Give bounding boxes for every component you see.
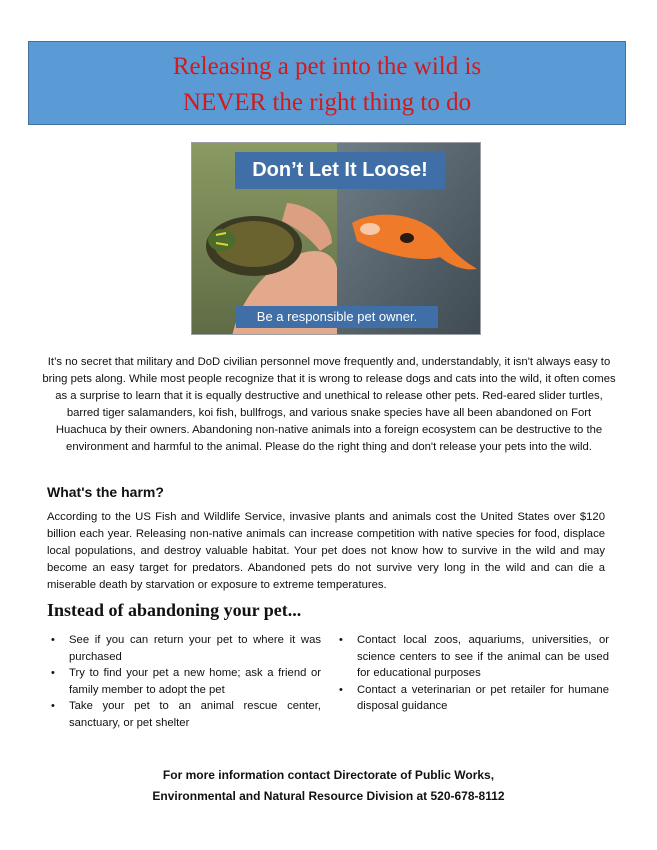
bullet-icon: • (51, 700, 55, 713)
bullet-icon: • (51, 634, 55, 646)
poster-title: Don’t Let It Loose! (235, 152, 445, 189)
bullet-icon: • (339, 683, 343, 696)
instead-list-right (335, 632, 609, 715)
banner-line-1: Releasing a pet into the wild is (172, 53, 482, 80)
instead-list-left (47, 632, 321, 732)
banner-line-2: NEVER the right thing to do (182, 89, 472, 116)
bullet-icon: • (339, 634, 343, 646)
harm-paragraph: According to the US Fish and Wildlife Service, invasive plants and animals cost the United States over $120 billion each year. Releasing non-native animals can increase competition with native species for food, displace local populations, and destroy valuable habitat. Your pet does not know how to survive in the wild and may become an easy target for predators. Abandoned pets do not survive very long in the wild and can die a miserable death by starvation or exposure to extreme temperatures. (47, 511, 605, 591)
list-item: • Try to find your pet a new home; ask a friend or family member to adopt the pet (51, 667, 321, 696)
footer-line-1: For more information contact Directorate of Public Works, (162, 768, 495, 782)
footer-line-2: Environmental and Natural Resource Division at 520-678-8112 (152, 789, 505, 803)
list-item: • Contact local zoos, aquariums, universities, or science centers to see if the animal can be used for educational purposes (339, 634, 609, 680)
contact-footer (0, 765, 657, 807)
harm-heading: What's the harm? (47, 484, 164, 500)
dont-let-it-loose-poster (191, 142, 481, 335)
intro-paragraph: It’s no secret that military and DoD civilian personnel move frequently and, understandably, it isn't always easy to bring pets along. While most people recognize that it is wrong to release dogs and cats into the wild, it often comes as a surprise to learn that it is equally destructive and unethical to release other pets. Red-eared slider turtles, barred tiger salamanders, koi fish, bullfrogs, and various snake species have all been abandoned on Fort Huachuca by their owners. Abandoning non-native animals into a foreign ecosystem can be destructive to the environment and harmful to the animal. Please do the right thing and don't release your pets into the wild. (42, 356, 616, 453)
title-banner (28, 41, 626, 125)
bullet-icon: • (51, 667, 55, 680)
poster-caption: Be a responsible pet owner. (236, 306, 438, 328)
list-item: • Contact a veterinarian or pet retailer for humane disposal guidance (339, 683, 609, 713)
turtle-head (208, 229, 236, 251)
list-item: • See if you can return your pet to where it was purchased (51, 634, 321, 663)
list-item: • Take your pet to an animal rescue center, sanctuary, or pet shelter (51, 700, 321, 729)
instead-heading: Instead of abandoning your pet... (47, 600, 302, 620)
